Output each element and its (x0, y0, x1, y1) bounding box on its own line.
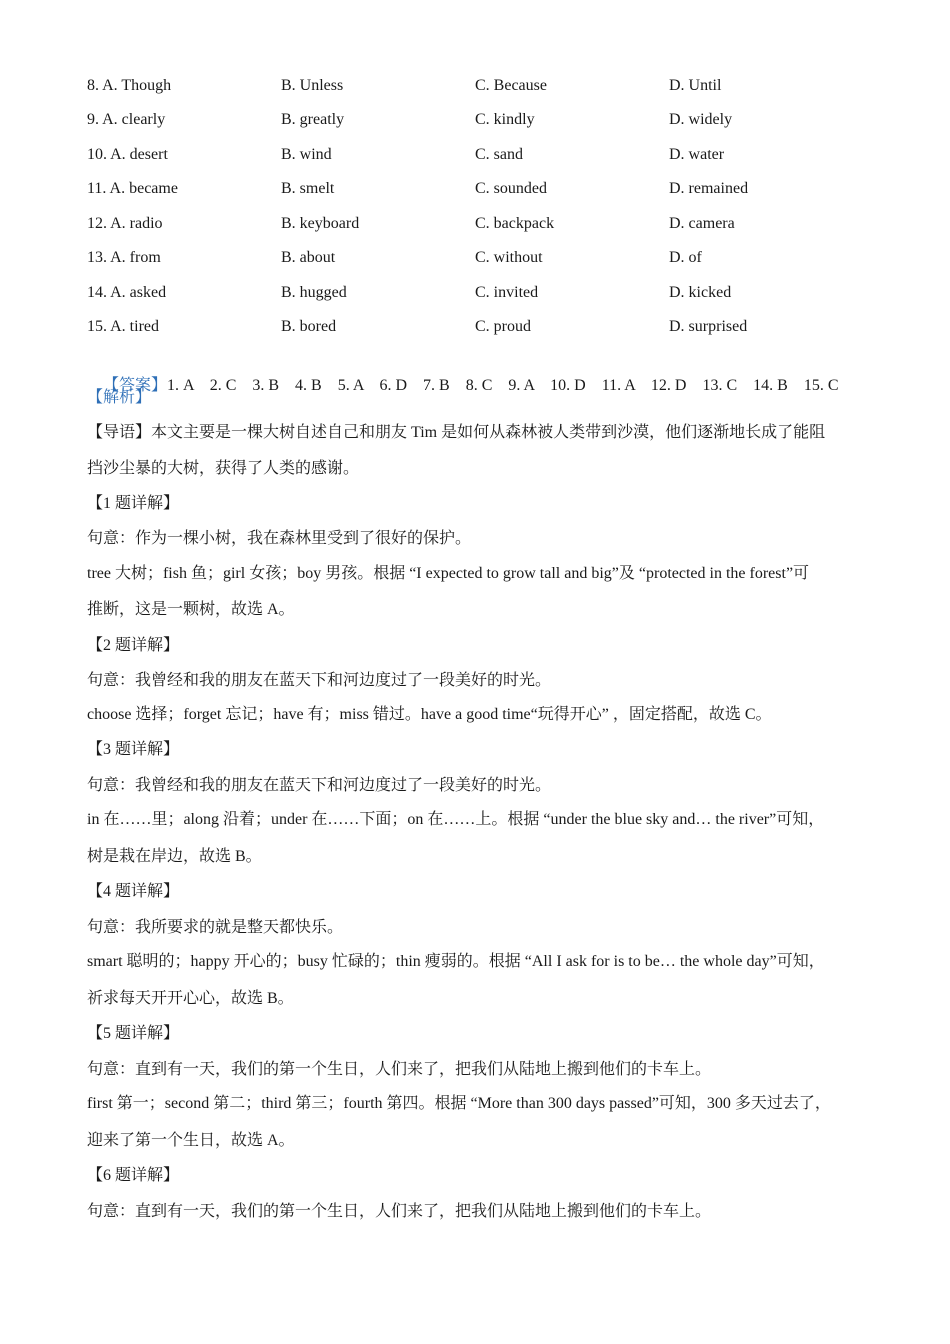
analysis-label: 【解析】 (87, 389, 152, 406)
option-d: D. of (669, 249, 702, 266)
option-a: 11. A. became (87, 180, 178, 197)
intro-line-2: 挡沙尘暴的大树，获得了人类的感谢。 (87, 460, 360, 477)
option-row-12 (87, 212, 877, 236)
q1-meaning: 句意：作为一棵小树，我在森林里受到了很好的保护。 (87, 530, 472, 547)
option-b: B. bored (281, 318, 337, 335)
q3-explanation-2: 树是栽在岸边，故选 B。 (87, 848, 262, 865)
q5-explanation-2: 迎来了第一个生日，故选 A。 (87, 1132, 295, 1149)
option-a: 9. A. clearly (87, 111, 166, 128)
option-d: D. remained (669, 180, 749, 197)
option-row-13 (87, 246, 877, 270)
option-b: B. Unless (281, 77, 344, 94)
option-c: C. Because (475, 77, 547, 94)
option-b: B. greatly (281, 111, 345, 128)
option-c: C. backpack (475, 215, 555, 232)
q5-meaning: 句意：直到有一天，我们的第一个生日，人们来了，把我们从陆地上搬到他们的卡车上。 (87, 1061, 712, 1078)
option-d: D. water (669, 146, 725, 163)
q2-heading: 【2 题详解】 (87, 637, 180, 654)
answer-label: 【答案】 (103, 377, 168, 394)
option-a: 15. A. tired (87, 318, 159, 335)
option-c: C. invited (475, 284, 539, 301)
q4-explanation-2: 祈求每天开开心心，故选 B。 (87, 990, 294, 1007)
q1-heading: 【1 题详解】 (87, 495, 180, 512)
option-d: D. surprised (669, 318, 748, 335)
q5-heading: 【5 题详解】 (87, 1025, 180, 1042)
option-c: C. sounded (475, 180, 547, 197)
q2-explanation-1: choose 选择；forget 忘记；have 有；miss 错过。have a good time“玩得开心” ，固定搭配，故选 C。 (87, 706, 772, 723)
option-row-14 (87, 281, 877, 305)
option-b: B. about (281, 249, 336, 266)
option-c: C. proud (475, 318, 531, 335)
option-c: C. kindly (475, 111, 535, 128)
option-row-9 (87, 108, 877, 132)
option-a: 14. A. asked (87, 284, 167, 301)
q4-explanation-1: smart 聪明的；happy 开心的；busy 忙碌的；thin 瘦弱的。根据 “All I ask for is to be… the whole day”可知， (87, 953, 825, 970)
q4-meaning: 句意：我所要求的就是整天都快乐。 (87, 919, 344, 936)
option-d: D. Until (669, 77, 722, 94)
option-a: 13. A. from (87, 249, 161, 266)
option-d: D. widely (669, 111, 733, 128)
q3-heading: 【3 题详解】 (87, 741, 180, 758)
q5-explanation-1: first 第一；second 第二；third 第三；fourth 第四。根据 “More than 300 days passed”可知，300 多天过去了， (87, 1095, 831, 1112)
option-d: D. camera (669, 215, 735, 232)
q3-explanation-1: in 在……里；along 沿着；under 在……下面；on 在……上。根据 “under the blue sky and… the river”可知， (87, 811, 825, 828)
option-row-11 (87, 177, 877, 201)
option-a: 8. A. Though (87, 77, 172, 94)
option-b: B. hugged (281, 284, 347, 301)
option-c: C. sand (475, 146, 523, 163)
q1-explanation-2: 推断，这是一颗树，故选 A。 (87, 601, 295, 618)
q2-meaning: 句意：我曾经和我的朋友在蓝天下和河边度过了一段美好的时光。 (87, 672, 552, 689)
q6-heading: 【6 题详解】 (87, 1167, 180, 1184)
option-d: D. kicked (669, 284, 732, 301)
option-row-8 (87, 74, 877, 98)
intro-line-1: 【导语】本文主要是一棵大树自述自己和朋友 Tim 是如何从森林被人类带到沙漠，他们逐渐地长成了能阻 (87, 424, 826, 441)
option-a: 10. A. desert (87, 146, 168, 163)
option-c: C. without (475, 249, 543, 266)
option-b: B. smelt (281, 180, 335, 197)
option-row-10 (87, 143, 877, 167)
option-a: 12. A. radio (87, 215, 163, 232)
q4-heading: 【4 题详解】 (87, 883, 180, 900)
option-row-15 (87, 315, 877, 339)
q1-explanation-1: tree 大树；fish 鱼；girl 女孩；boy 男孩。根据 “I expected to grow tall and big”及 “protected in the forest”可 (87, 565, 810, 582)
option-b: B. wind (281, 146, 332, 163)
q3-meaning: 句意：我曾经和我的朋友在蓝天下和河边度过了一段美好的时光。 (87, 777, 552, 794)
q6-meaning: 句意：直到有一天，我们的第一个生日，人们来了，把我们从陆地上搬到他们的卡车上。 (87, 1203, 712, 1220)
option-b: B. keyboard (281, 215, 360, 232)
answer-text: 1. A 2. C 3. B 4. B 5. A 6. D 7. B 8. C 9. A 10. D 11. A 12. D 13. C 14. B 15. C (167, 377, 839, 394)
